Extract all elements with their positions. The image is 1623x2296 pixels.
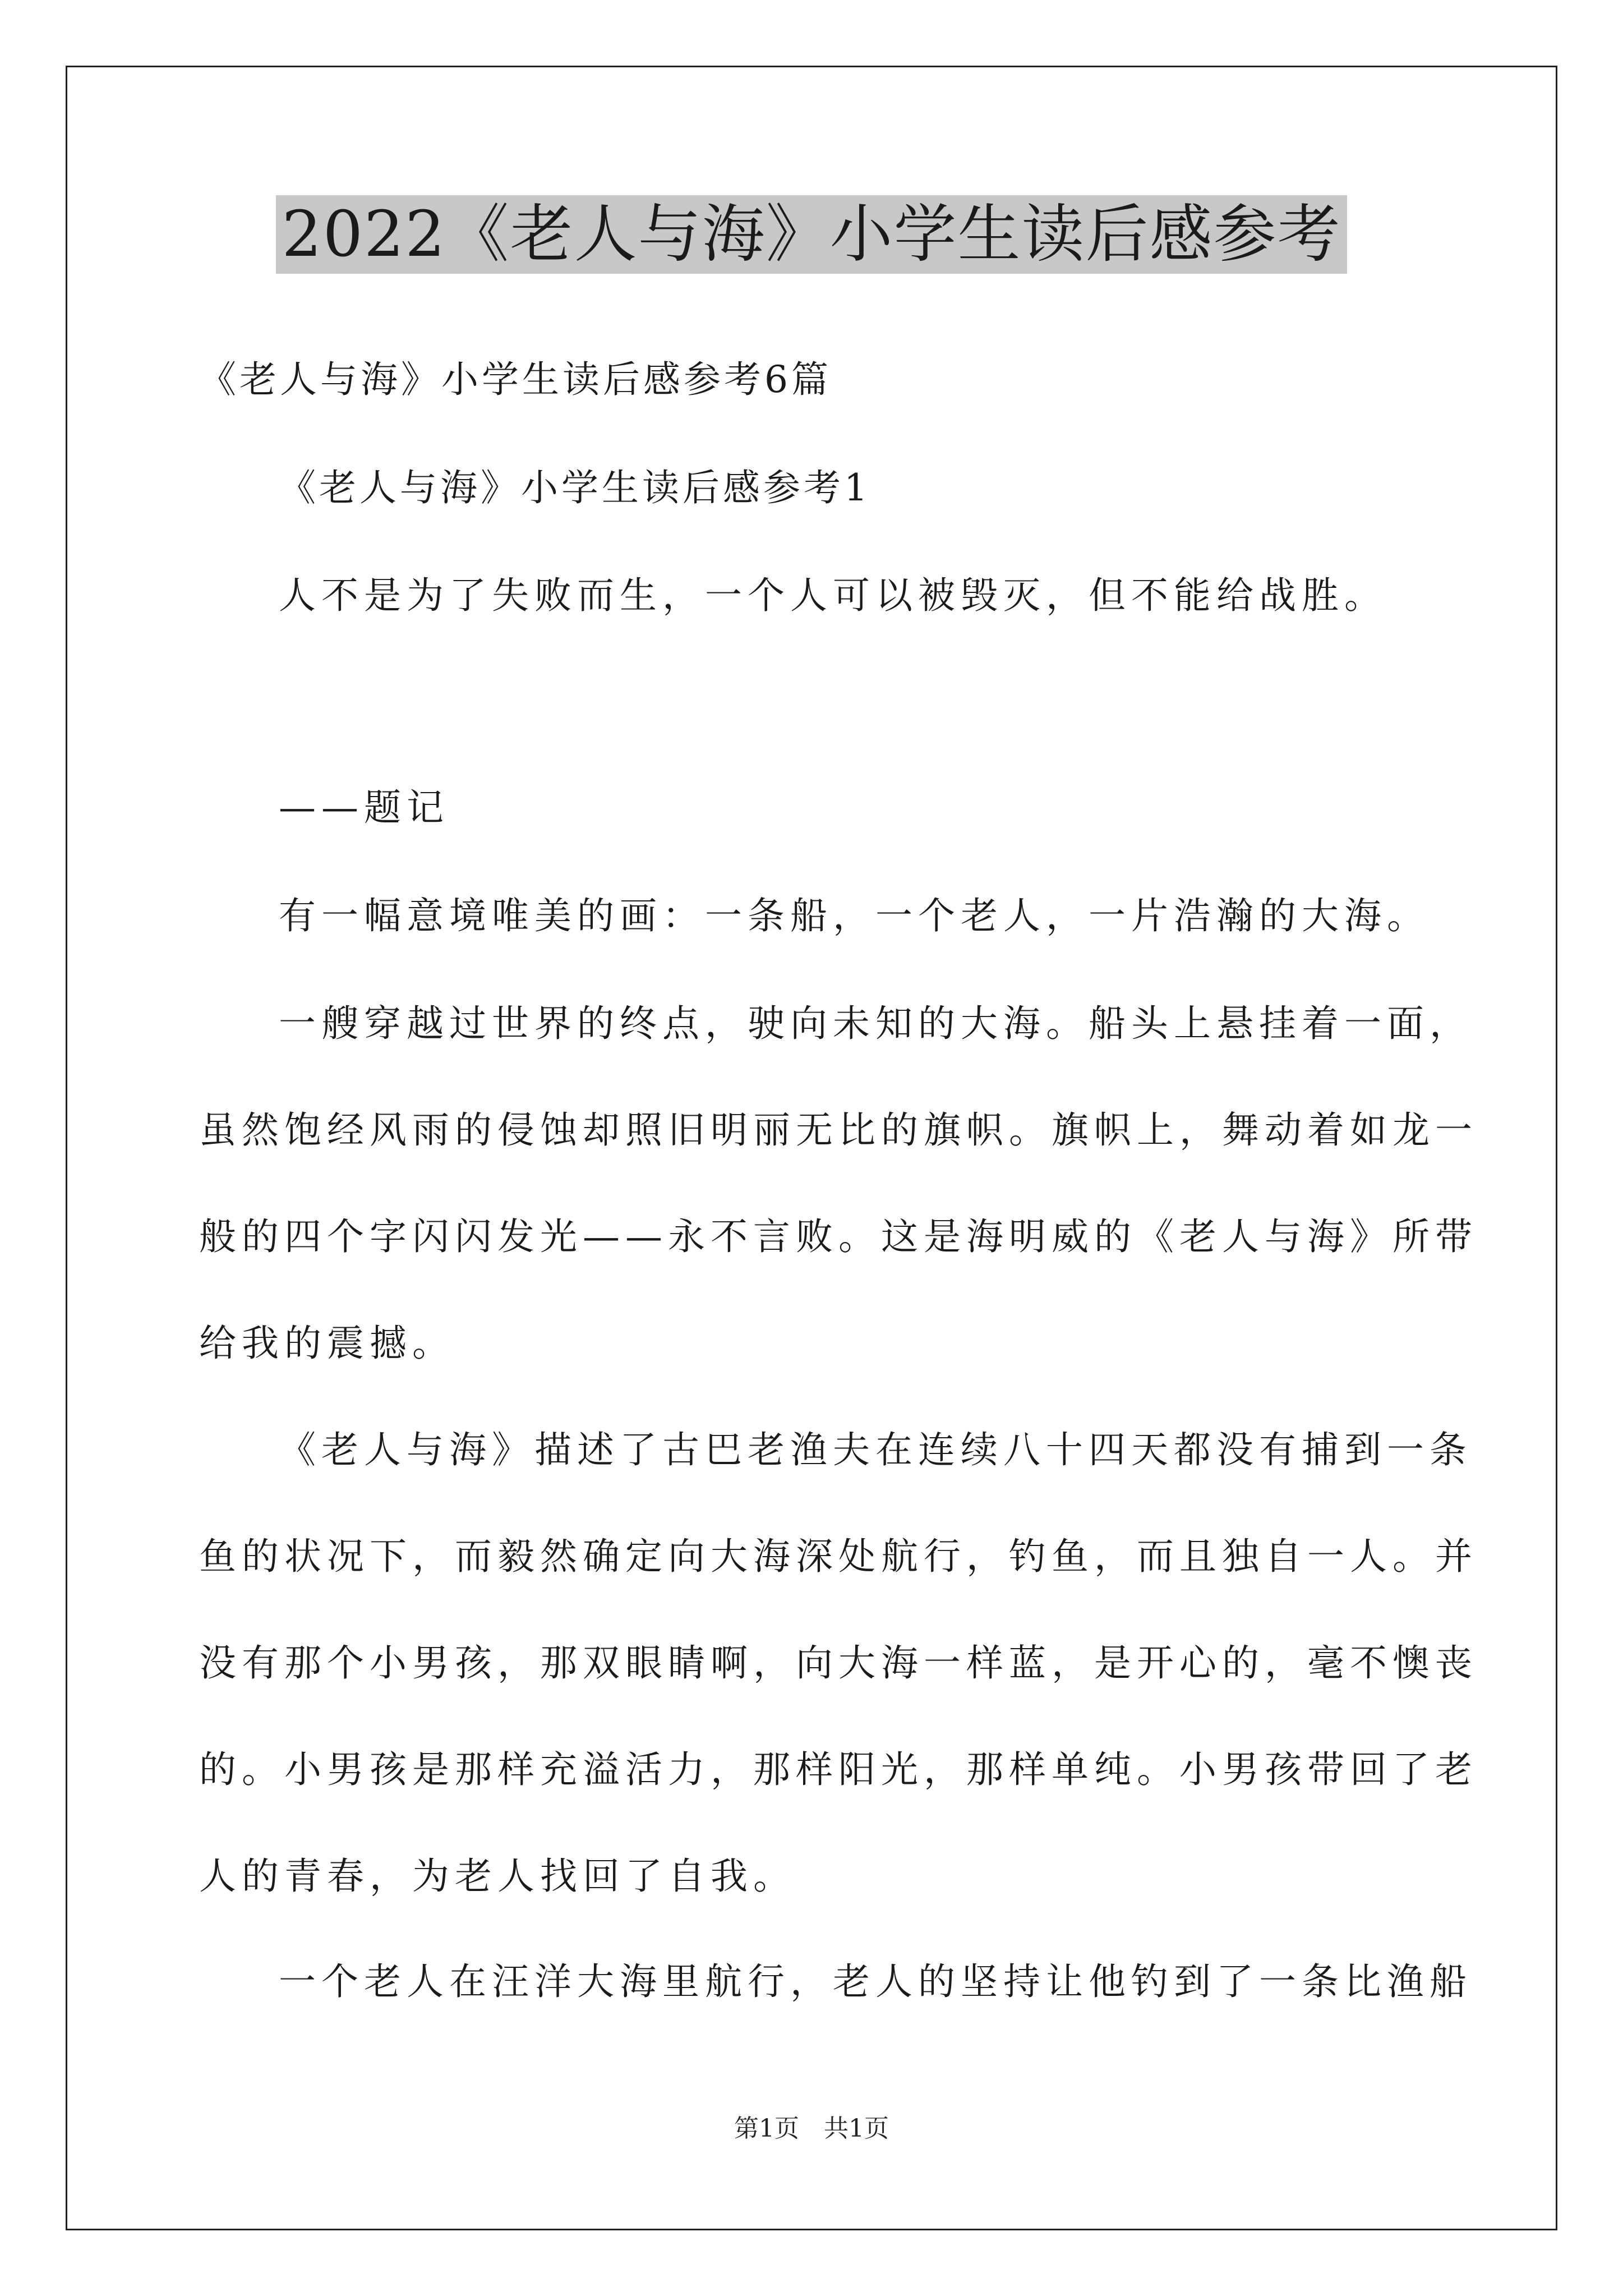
paragraph-line: 《老人与海》描述了古巴老渔夫在连续八十四天都没有捕到一条 [279,1428,1472,1471]
paragraph-line: 一个老人在汪洋大海里航行，老人的坚持让他钓到了一条比渔船 [279,1960,1472,2003]
paragraph-line: 般的四个字闪闪发光——永不言败。这是海明威的《老人与海》所带 [199,1215,1478,1258]
page-footer: 第1页 共1页 [734,2114,889,2143]
paragraph-line: 人的青春，为老人找回了自我。 [199,1855,796,1898]
section-heading: 《老人与海》小学生读后感参考1 [279,466,871,509]
paragraph-line: 虽然饱经风雨的侵蚀却照旧明丽无比的旗帜。旗帜上，舞动着如龙一 [199,1108,1478,1152]
paragraph-line: 给我的震撼。 [199,1322,455,1365]
paragraph-line: ——题记 [279,786,449,829]
title-container [0,195,1623,274]
paragraph-line: 鱼的状况下，而毅然确定向大海深处航行，钓鱼，而且独自一人。并 [199,1535,1478,1578]
document-subtitle: 《老人与海》小学生读后感参考6篇 [199,358,832,401]
paragraph-line: 人不是为了失败而生，一个人可以被毁灭，但不能给战胜。 [279,574,1387,617]
paragraph-line: 一艘穿越过世界的终点，驶向未知的大海。船头上悬挂着一面， [279,1002,1472,1045]
paragraph-line: 有一幅意境唯美的画：一条船，一个老人，一片浩瀚的大海。 [279,894,1430,937]
paragraph-line: 没有那个小男孩，那双眼睛啊，向大海一样蓝，是开心的，毫不懊丧 [199,1641,1478,1685]
paragraph-line: 的。小男孩是那样充溢活力，那样阳光，那样单纯。小男孩带回了老 [199,1748,1478,1791]
document-title: 2022《老人与海》小学生读后感参考 [276,195,1347,274]
